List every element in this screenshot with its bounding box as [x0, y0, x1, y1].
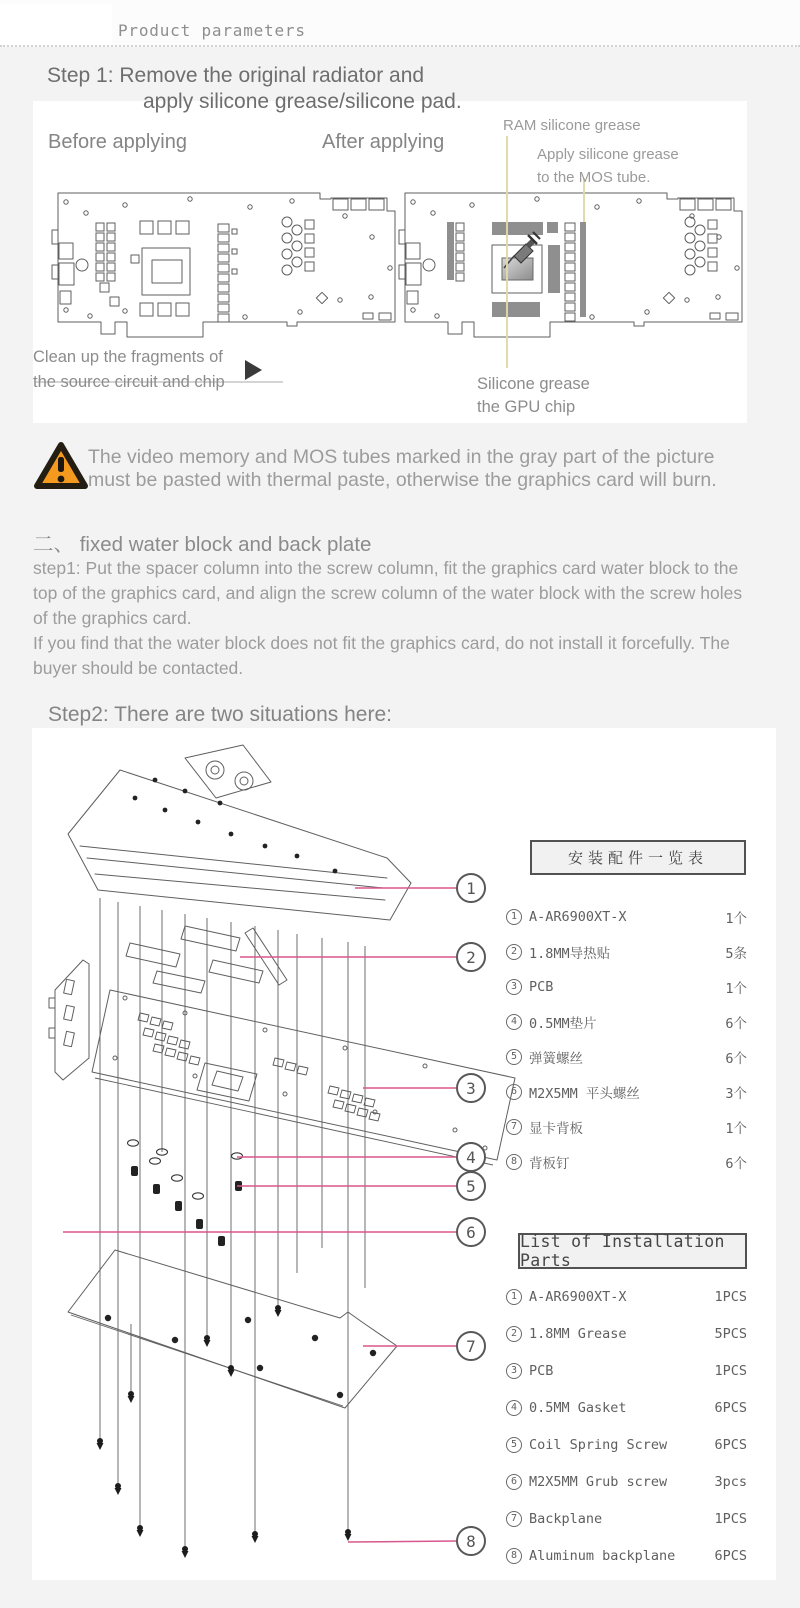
cn-parts-list: [506, 906, 747, 1186]
part-name: 1.8MM Grease: [529, 1326, 627, 1342]
part-name: Coil Spring Screw: [529, 1437, 668, 1453]
section2-paragraph1: step1: Put the spacer column into the screw column, fit the graphics card water block to the top of the graphics card, and align the screw column of the water block with the screw holes of the graphics card.: [33, 558, 743, 628]
cn-parts-row: [506, 1081, 747, 1103]
part-index-badge: 6: [506, 1474, 522, 1490]
part-index-badge: 6: [506, 1084, 522, 1100]
en-parts-row: [506, 1323, 747, 1345]
part-qty: 1个: [725, 1121, 747, 1137]
en-parts-row: [506, 1508, 747, 1530]
part-index-badge: 8: [506, 1154, 522, 1170]
part-qty: 1PCS: [714, 1289, 747, 1305]
part-name: Backplane: [529, 1511, 603, 1527]
callout-7: 7: [456, 1331, 486, 1361]
callout-6: 6: [456, 1217, 486, 1247]
part-qty: 3pcs: [714, 1474, 747, 1490]
part-qty: 5条: [725, 946, 747, 962]
part-index-badge: 1: [506, 1289, 522, 1305]
header-tab: [0, 4, 112, 45]
pcb-after: [399, 193, 742, 337]
part-qty: 3个: [725, 1086, 747, 1102]
syringe-icon: [504, 232, 540, 268]
callout-8: 8: [456, 1526, 486, 1556]
part-name: A-AR6900XT-X: [529, 1289, 627, 1305]
callout-leader-lines: [63, 888, 458, 1542]
en-parts-row: [506, 1286, 747, 1308]
part-qty: 6PCS: [714, 1400, 747, 1416]
water-block-drawing: [68, 745, 411, 920]
part-name: PCB: [529, 979, 554, 995]
part-qty: 6个: [725, 1156, 747, 1172]
part-name: 弹簧螺丝: [529, 1051, 583, 1067]
part-name: M2X5MM Grub screw: [529, 1474, 668, 1490]
callout-4: 4: [456, 1142, 486, 1172]
part-index-badge: 3: [506, 1363, 522, 1379]
cn-parts-row: [506, 1151, 747, 1173]
page-title: Product parameters: [118, 21, 306, 40]
callout-3: 3: [456, 1073, 486, 1103]
en-parts-row: [506, 1397, 747, 1419]
part-name: PCB: [529, 1363, 554, 1379]
en-parts-row: [506, 1360, 747, 1382]
part-name: A-AR6900XT-X: [529, 909, 627, 925]
mos-grease-note-line2: to the MOS tube.: [537, 169, 651, 186]
en-parts-row: [506, 1434, 747, 1456]
step1-heading-line2: apply silicone grease/silicone pad.: [143, 90, 462, 113]
section2-paragraph2: If you find that the water block does not fit the graphics card, do not install it forcefully. The buyer should be contacted.: [33, 633, 730, 678]
clean-fragments-note-line1: Clean up the fragments of: [33, 348, 223, 366]
ram-grease-note: RAM silicone grease: [503, 117, 641, 134]
part-qty: 5PCS: [714, 1326, 747, 1342]
part-qty: 6个: [725, 1051, 747, 1067]
part-qty: 6PCS: [714, 1437, 747, 1453]
part-index-badge: 7: [506, 1119, 522, 1135]
step2-heading: Step2: There are two situations here:: [48, 703, 392, 726]
part-name: 0.5MM垫片: [529, 1016, 597, 1032]
gpu-grease-note-line1: Silicone grease: [477, 375, 590, 393]
cn-parts-row: [506, 906, 747, 928]
part-name: 0.5MM Gasket: [529, 1400, 627, 1416]
part-name: 1.8MM导热贴: [529, 946, 611, 962]
part-index-badge: 4: [506, 1014, 522, 1030]
screw-guide-lines: [100, 898, 365, 1549]
part-index-badge: 7: [506, 1511, 522, 1527]
part-name: M2X5MM 平头螺丝: [529, 1086, 640, 1102]
section2-heading: 二、 fixed water block and back plate: [33, 533, 372, 556]
part-index-badge: 5: [506, 1437, 522, 1453]
en-parts-row: [506, 1545, 747, 1567]
mos-grease-note-line1: Apply silicone grease: [537, 146, 679, 163]
en-parts-list: [506, 1286, 747, 1582]
before-applying-label: Before applying: [48, 131, 187, 153]
part-index-badge: 1: [506, 909, 522, 925]
part-index-badge: 2: [506, 944, 522, 960]
cn-parts-row: [506, 1046, 747, 1068]
cn-parts-row: [506, 1116, 747, 1138]
part-qty: 6个: [725, 1016, 747, 1032]
step1-heading-line1: Step 1: Remove the original radiator and: [47, 64, 425, 87]
page-header: [0, 0, 800, 47]
warning-text: The video memory and MOS tubes marked in the gray part of the picture must be pasted with thermal paste, otherwise the graphics card will burn.: [88, 446, 717, 491]
callout-5: 5: [456, 1171, 486, 1201]
backplate-screws-drawing: [97, 1305, 352, 1558]
part-qty: 1个: [725, 981, 747, 997]
gpu-grease-note-line2: the GPU chip: [477, 398, 576, 416]
callout-2: 2: [456, 942, 486, 972]
part-qty: 1个: [725, 911, 747, 927]
en-parts-row: [506, 1471, 747, 1493]
clean-fragments-note-line2: the source circuit and chip: [33, 373, 225, 391]
cn-parts-row: [506, 941, 747, 963]
part-name: 背板钉: [529, 1156, 570, 1172]
cn-parts-title: 安装配件一览表: [530, 840, 746, 875]
callout-1: 1: [456, 873, 486, 903]
part-index-badge: 2: [506, 1326, 522, 1342]
part-qty: 1PCS: [714, 1511, 747, 1527]
part-name: 显卡背板: [529, 1121, 583, 1137]
thermal-pads-drawing: [126, 926, 287, 993]
part-index-badge: 8: [506, 1548, 522, 1564]
part-index-badge: 5: [506, 1049, 522, 1065]
cn-parts-row: [506, 976, 747, 998]
cn-parts-row: [506, 1011, 747, 1033]
part-qty: 6PCS: [714, 1548, 747, 1564]
warning-icon: [33, 441, 89, 491]
pcb-before: [52, 193, 395, 337]
pcb-drawing: [49, 960, 515, 1165]
part-qty: 1PCS: [714, 1363, 747, 1379]
part-name: Aluminum backplane: [529, 1548, 676, 1564]
arrow-right-icon: [245, 360, 262, 380]
part-index-badge: 3: [506, 979, 522, 995]
en-parts-title: List of Installation Parts: [518, 1233, 747, 1269]
after-applying-label: After applying: [322, 131, 445, 153]
part-index-badge: 4: [506, 1400, 522, 1416]
